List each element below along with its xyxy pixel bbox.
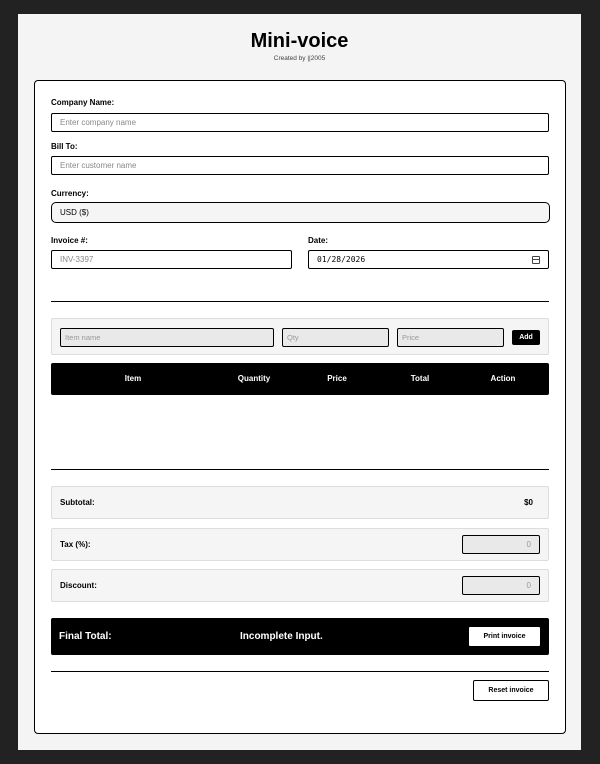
tax-row — [51, 528, 549, 561]
company-input[interactable]: Enter company name — [51, 113, 549, 132]
item-qty-input[interactable]: Qty — [282, 328, 389, 347]
subtotal-value: $0 — [524, 498, 533, 507]
app-title: Mini-voice — [250, 30, 349, 52]
item-price-input[interactable]: Price — [397, 328, 504, 347]
page — [18, 14, 581, 750]
divider — [51, 301, 549, 302]
col-quantity: Quantity — [237, 374, 271, 383]
currency-select[interactable]: USD ($) — [51, 202, 550, 223]
invoice-number-label: Invoice #: — [51, 236, 88, 245]
items-table-header — [51, 363, 549, 395]
final-total-label: Final Total: — [59, 631, 112, 642]
calendar-icon[interactable] — [532, 256, 540, 264]
date-label: Date: — [308, 236, 329, 245]
col-action: Action — [490, 374, 516, 383]
invoice-card — [34, 80, 566, 734]
subtotal-row — [51, 486, 549, 519]
print-invoice-button[interactable]: Print invoice — [468, 626, 541, 647]
discount-row — [51, 569, 549, 602]
bill-to-input[interactable]: Enter customer name — [51, 156, 549, 175]
item-name-input[interactable]: Item name — [60, 328, 274, 347]
bill-to-label: Bill To: — [51, 142, 78, 151]
app-subtitle: Created by ||2005 — [273, 55, 326, 62]
invoice-number-input[interactable]: INV-3397 — [51, 250, 292, 269]
discount-label: Discount: — [60, 581, 97, 590]
date-input[interactable] — [308, 250, 549, 269]
col-price: Price — [327, 374, 347, 383]
col-item: Item — [124, 374, 142, 383]
date-value: 01/28/2026 — [317, 255, 366, 264]
currency-label: Currency: — [51, 189, 89, 198]
col-total: Total — [410, 374, 430, 383]
discount-input[interactable]: 0 — [462, 576, 540, 595]
company-label: Company Name: — [51, 98, 115, 107]
add-item-row — [51, 318, 549, 355]
tax-input[interactable]: 0 — [462, 535, 540, 554]
tax-label: Tax (%): — [60, 540, 91, 549]
reset-invoice-button[interactable]: Reset invoice — [473, 680, 549, 701]
subtotal-label: Subtotal: — [60, 498, 95, 507]
divider — [51, 671, 549, 672]
divider — [51, 469, 549, 470]
add-item-button[interactable]: Add — [512, 330, 540, 345]
final-total-bar — [51, 618, 549, 655]
final-total-status: Incomplete Input. — [240, 631, 323, 642]
